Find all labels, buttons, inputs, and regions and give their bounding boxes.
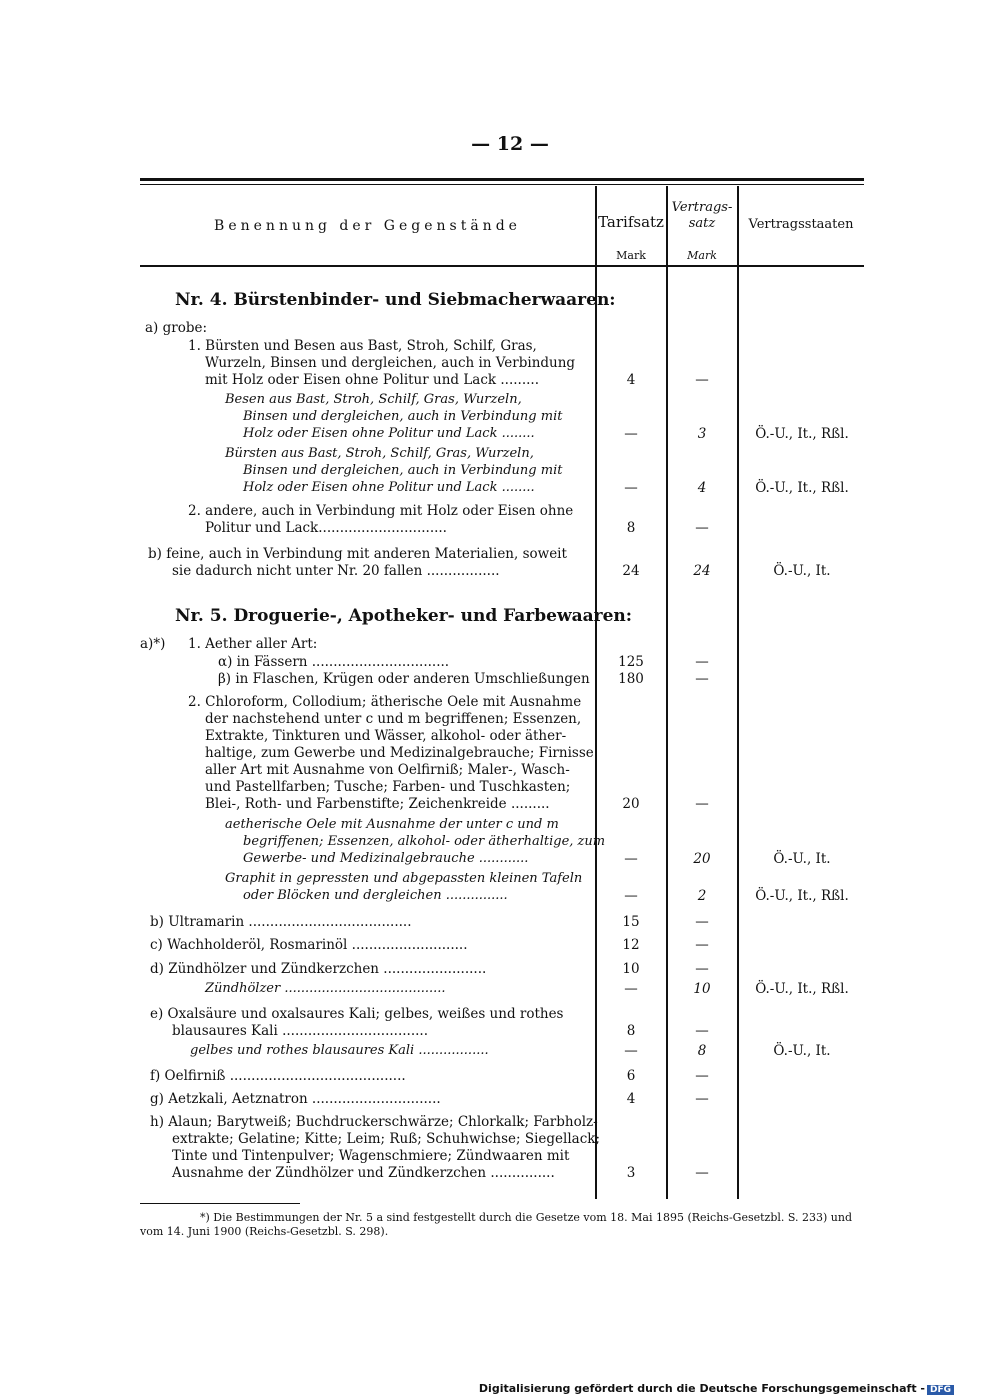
footnote-line: *) Die Bestimmungen der Nr. 5 a sind festgestellt durch die Gesetze vom 18. Mai 1895 (Reichs-Gesetzbl. S. 233) und: [200, 1211, 853, 1224]
dfg-logo: DFG: [927, 1385, 954, 1395]
s4-buersten-line: Binsen und dergleichen, auch in Verbindung mit: [243, 463, 563, 478]
s5-f: f) Oelfirniß .........................................: [150, 1068, 406, 1084]
s5-a2-line: der nachstehend unter c und m begriffenen; Essenzen,: [205, 711, 582, 727]
s5-oele-line: aetherische Oele mit Ausnahme der unter c und m: [225, 817, 559, 832]
header-vertragssatz: [667, 200, 737, 232]
s5-gelbes-staaten: Ö.-U., It.: [773, 1043, 831, 1059]
s5-a2-vs: —: [695, 796, 709, 812]
s5-gelbes: gelbes und rothes blausaures Kali .................: [190, 1043, 489, 1058]
s5-h-line: Ausnahme der Zündhölzer und Zündkerzchen ...............: [172, 1165, 555, 1181]
s5-graphit-line: oder Blöcken und dergleichen ...............: [243, 888, 508, 903]
s5-a2-line: aller Art mit Ausnahme von Oelfirniß; Maler-, Wasch-: [205, 762, 570, 778]
s4-a2-tarif: 8: [626, 520, 636, 536]
column-divider-3: [737, 186, 739, 1199]
s5-a2-line: und Pastellfarben; Tusche; Farben- und Tuschkasten;: [205, 779, 571, 795]
s5-f-tarif: 6: [626, 1068, 636, 1084]
header-staaten: Vertragsstaaten: [748, 217, 854, 232]
s5-oele-line: begriffenen; Essenzen, alkohol- oder ätherhaltige, zum: [243, 834, 606, 849]
header-top-rule-thin: [140, 184, 864, 185]
s4-b-vs: 24: [693, 563, 711, 579]
s4-b-tarif: 24: [622, 563, 640, 579]
s5-a2-line: Extrakte, Tinkturen und Wässer, alkohol- oder äther-: [205, 728, 567, 744]
s4-besen-line: Besen aus Bast, Stroh, Schilf, Gras, Wurzeln,: [225, 392, 522, 407]
header-top-rule: [140, 178, 864, 181]
s5-a2-line: haltige, zum Gewerbe und Medizinalgebrauche; Firnisse: [205, 745, 594, 761]
unit-tarif: Mark: [616, 249, 646, 262]
s5-e-vs: —: [695, 1023, 709, 1039]
s5-h-vs: —: [695, 1165, 709, 1181]
s4-besen-tarif: —: [624, 426, 638, 442]
s5-c: c) Wachholderöl, Rosmarinöl ...........................: [150, 937, 468, 953]
s5-graphit-tarif: —: [624, 888, 638, 904]
s4-buersten-tarif: —: [624, 480, 638, 496]
s5-graphit-staaten: Ö.-U., It., Rßl.: [755, 888, 849, 904]
s5-zund-vs: 10: [693, 981, 711, 997]
footnote-line: vom 14. Juni 1900 (Reichs-Gesetzbl. S. 298).: [140, 1225, 389, 1238]
s4-besen-line: Binsen und dergleichen, auch in Verbindung mit: [243, 409, 563, 424]
s5-zund-staaten: Ö.-U., It., Rßl.: [755, 981, 849, 997]
s5-alpha-tarif: 125: [618, 654, 644, 670]
s4-a2-line: 2. andere, auch in Verbindung mit Holz oder Eisen ohne: [188, 503, 574, 519]
s5-h-line: Tinte und Tintenpulver; Wagenschmiere; Zündwaaren mit: [172, 1148, 570, 1164]
s5-oele-line: Gewerbe- und Medizinalgebrauche ............: [243, 851, 529, 866]
s5-h-line: extrakte; Gelatine; Kitte; Leim; Ruß; Schuhwichse; Siegellack;: [172, 1131, 601, 1147]
s5-alpha-vs: —: [695, 654, 709, 670]
footnote-rule: [140, 1203, 300, 1204]
header-bottom-rule: [140, 265, 864, 267]
s5-zund-tarif: —: [624, 981, 638, 997]
s4-b-line: sie dadurch nicht unter Nr. 20 fallen .................: [172, 563, 500, 579]
s4-a1-vs: —: [695, 372, 709, 388]
s5-b-tarif: 15: [622, 914, 640, 930]
s5-a1-label: 1. Aether aller Art:: [188, 636, 318, 652]
s5-a2-line: 2. Chloroform, Collodium; ätherische Oele mit Ausnahme: [188, 694, 582, 710]
s5-oele-staaten: Ö.-U., It.: [773, 851, 831, 867]
s5-b-vs: —: [695, 914, 709, 930]
s5-c-vs: —: [695, 937, 709, 953]
s5-a2-tarif: 20: [622, 796, 640, 812]
s5-h-tarif: 3: [626, 1165, 636, 1181]
s4-b-line: b) feine, auch in Verbindung mit anderen Materialien, soweit: [148, 546, 567, 562]
s5-d-tarif: 10: [622, 961, 640, 977]
section-5-heading: Nr. 5. Droguerie-, Apotheker- und Farbewaaren:: [175, 606, 633, 626]
section-4-heading: Nr. 4. Bürstenbinder- und Siebmacherwaaren:: [175, 290, 616, 310]
page-number: — 12 —: [471, 133, 549, 155]
s4-besen-vs: 3: [697, 426, 707, 442]
s5-g: g) Aetzkali, Aetznatron ..............................: [150, 1091, 441, 1107]
s5-h-line: h) Alaun; Barytweiß; Buchdruckerschwärze; Chlorkalk; Farbholz-: [150, 1114, 598, 1130]
s4-buersten-vs: 4: [697, 480, 707, 496]
s4-a2-vs: —: [695, 520, 709, 536]
s5-d-vs: —: [695, 961, 709, 977]
s5-b: b) Ultramarin ......................................: [150, 914, 412, 930]
s5-g-vs: —: [695, 1091, 709, 1107]
s5-zund: Zündhölzer .......................................: [205, 981, 446, 996]
s5-beta-vs: —: [695, 671, 709, 687]
s4-a1-tarif: 4: [626, 372, 636, 388]
s4-a1-line: mit Holz oder Eisen ohne Politur und Lack .........: [205, 372, 539, 388]
s4-a2-line: Politur und Lack..............................: [205, 520, 447, 536]
header-vertragssatz-line2: satz: [688, 216, 716, 231]
s4-a1-line: Wurzeln, Binsen und dergleichen, auch in Verbindung: [205, 355, 576, 371]
unit-vertrag: Mark: [687, 249, 717, 262]
s5-graphit-line: Graphit in gepressten und abgepassten kleinen Tafeln: [225, 871, 583, 886]
s4-buersten-line: Bürsten aus Bast, Stroh, Schilf, Gras, Wurzeln,: [225, 446, 534, 461]
s5-alpha: α) in Fässern ................................: [218, 654, 450, 670]
header-name: Benennung der Gegenstände: [214, 218, 521, 234]
s5-e-line: e) Oxalsäure und oxalsaures Kali; gelbes, weißes und rothes: [150, 1006, 564, 1022]
s5-c-tarif: 12: [622, 937, 640, 953]
s4-buersten-staaten: Ö.-U., It., Rßl.: [755, 480, 849, 496]
s5-oele-vs: 20: [693, 851, 711, 867]
s4-b-staaten: Ö.-U., It.: [773, 563, 831, 579]
s5-beta-tarif: 180: [618, 671, 644, 687]
s4-a1-line: 1. Bürsten und Besen aus Bast, Stroh, Schilf, Gras,: [188, 338, 537, 354]
s5-g-tarif: 4: [626, 1091, 636, 1107]
s5-a2-line: Blei-, Roth- und Farbenstifte; Zeichenkreide .........: [205, 796, 550, 812]
s5-e-line: blausaures Kali ..................................: [172, 1023, 428, 1039]
s5-beta: β) in Flaschen, Krügen oder anderen Umschließungen: [218, 671, 590, 687]
s5-e-tarif: 8: [626, 1023, 636, 1039]
s5-graphit-vs: 2: [697, 888, 707, 904]
s4-besen-staaten: Ö.-U., It., Rßl.: [755, 426, 849, 442]
s4-a-label: a) grobe:: [145, 320, 208, 336]
s5-f-vs: —: [695, 1068, 709, 1084]
credit-text: Digitalisierung gefördert durch die Deutsche Forschungsgemeinschaft -: [478, 1382, 925, 1395]
s5-gelbes-vs: 8: [697, 1043, 707, 1059]
s5-oele-tarif: —: [624, 851, 638, 867]
s5-a-label: a)*): [140, 636, 166, 652]
s5-gelbes-tarif: —: [624, 1043, 638, 1059]
header-tarif: Tarifsatz: [598, 213, 664, 231]
s5-d: d) Zündhölzer und Zündkerzchen ........................: [150, 961, 487, 977]
digitization-credit: [479, 1382, 954, 1395]
s4-buersten-line: Holz oder Eisen ohne Politur und Lack ........: [243, 480, 535, 495]
s4-besen-line: Holz oder Eisen ohne Politur und Lack ........: [243, 426, 535, 441]
header-vertragssatz-line1: Vertrags-: [671, 200, 733, 215]
